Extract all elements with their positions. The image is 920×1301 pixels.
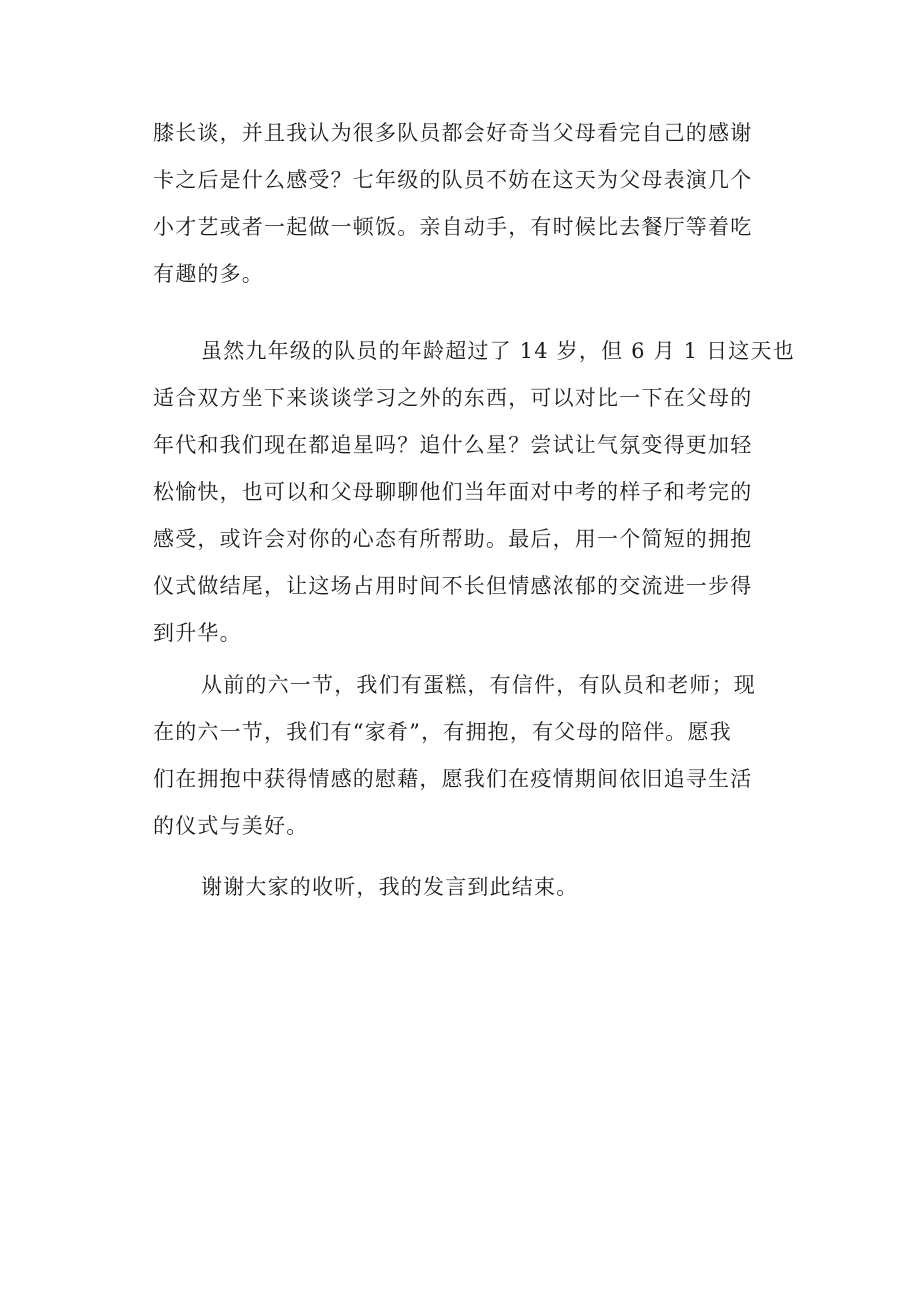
text-line: 谢谢大家的收听，我的发言到此结束。 [201,875,579,899]
text-line: 到升华。 [153,621,242,645]
text-line: 适合双方坐下来谈谈学习之外的东西，可以对比一下在父母的 [153,386,753,410]
paragraph-1 [153,110,783,298]
document-body [153,110,795,911]
text-line: 松愉快，也可以和父母聊聊他们当年面对中考的样子和考完的 [153,480,753,504]
text-line: 年代和我们现在都追星吗？追什么星？尝试让气氛变得更加轻 [153,433,753,457]
paragraph-4 [153,864,783,911]
text-line: 仪式做结尾，让这场占用时间不长但情感浓郁的交流进一步得 [153,574,753,598]
paragraph-3 [153,662,783,850]
text-line: 卡之后是什么感受？七年级的队员不妨在这天为父母表演几个 [153,168,753,192]
paragraph-2 [153,328,795,657]
text-line: 膝长谈，并且我认为很多队员都会好奇当父母看完自己的感谢 [153,121,753,145]
text-line: 的仪式与美好。 [153,814,309,838]
text-line: 感受，或许会对你的心态有所帮助。最后，用一个简短的拥抱 [153,527,753,551]
text-line: 们在拥抱中获得情感的慰藉，愿我们在疫情期间依旧追寻生活 [153,767,753,791]
text-line: 有趣的多。 [153,262,264,286]
text-line: 小才艺或者一起做一顿饭。亲自动手，有时候比去餐厅等着吃 [153,215,753,239]
text-line: 在的六一节，我们有“家肴”，有拥抱，有父母的陪伴。愿我 [153,720,732,744]
text-line: 虽然九年级的队员的年龄超过了 14 岁，但 6 月 1 日这天也 [201,339,795,363]
text-line: 从前的六一节，我们有蛋糕，有信件，有队员和老师；现 [201,673,756,697]
